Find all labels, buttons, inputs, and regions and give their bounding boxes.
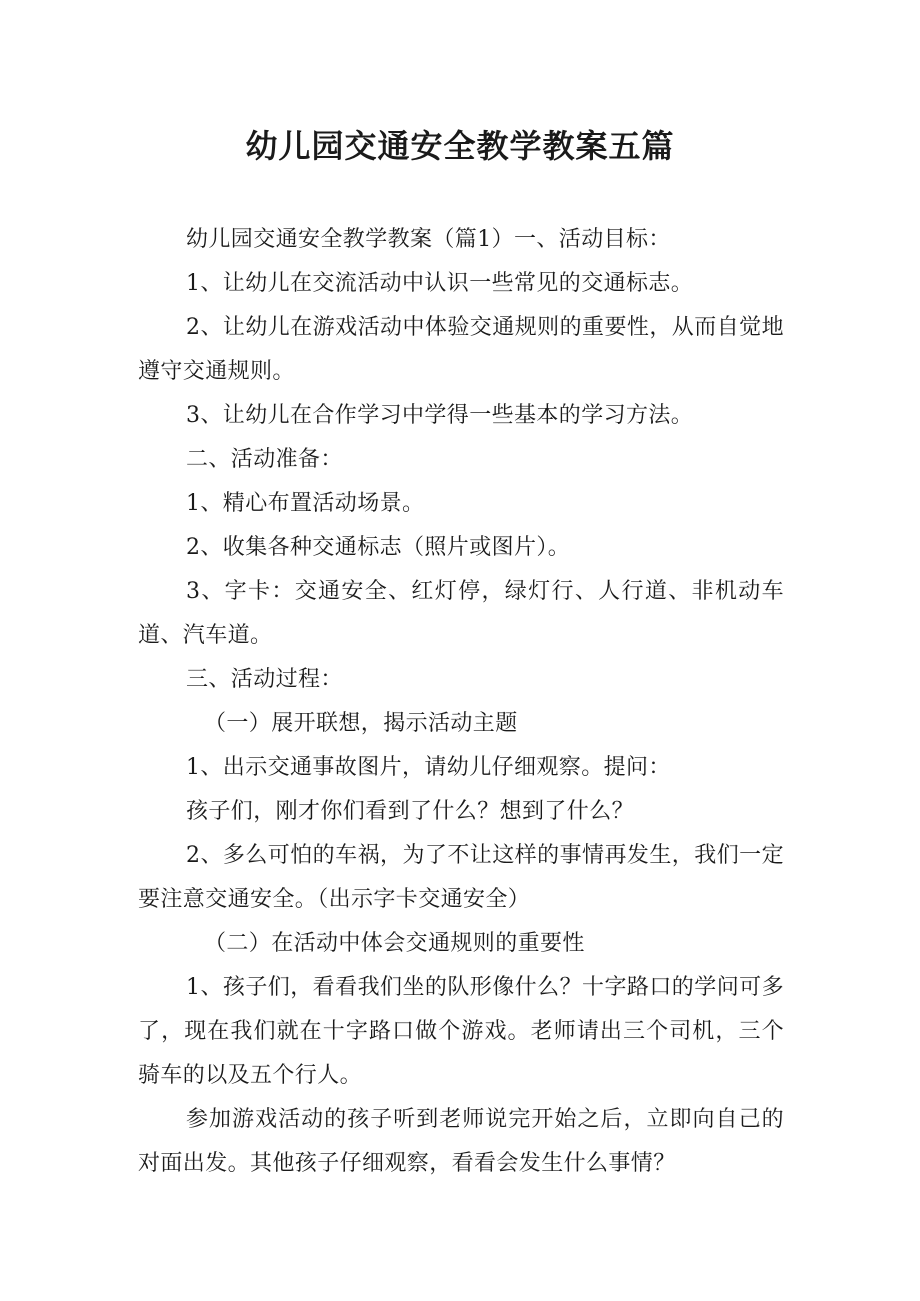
paragraph-preparation-1: 1、精心布置活动场景。: [186, 491, 425, 516]
paragraph-question: 孩子们，刚才你们看到了什么？想到了什么？: [186, 799, 635, 824]
paragraph-goal-3: 3、让幼儿在合作学习中学得一些基本的学习方法。: [186, 403, 694, 428]
paragraph-goal-1: 1、让幼儿在交流活动中认识一些常见的交通标志。: [186, 271, 694, 296]
paragraph-game-instructions: 参加游戏活动的孩子听到老师说完开始之后，立即向自己的对面出发。其他孩子仔细观察，看看会发生什么事情？: [138, 1107, 784, 1176]
paragraph-process-step-1: 1、出示交通事故图片，请幼儿仔细观察。提问：: [186, 755, 671, 780]
paragraph-process-heading: 三、活动过程：: [186, 667, 343, 692]
document-title: 幼儿园交通安全教学教案五篇: [245, 127, 675, 165]
paragraph-goal-2: 2、让幼儿在游戏活动中体验交通规则的重要性，从而自觉地遵守交通规则。: [138, 315, 784, 384]
paragraph-process-step-2: 2、多么可怕的车祸，为了不让这样的事情再发生，我们一定要注意交通安全。（出示字卡交通安全）: [138, 843, 784, 912]
paragraph-preparation-3: 3、字卡：交通安全、红灯停，绿灯行、人行道、非机动车道、汽车道。: [138, 579, 784, 648]
paragraph-preparation-heading: 二、活动准备：: [186, 447, 343, 472]
document-body: [138, 218, 784, 1186]
paragraph-preparation-2: 2、收集各种交通标志（照片或图片）。: [186, 535, 571, 560]
paragraph-section-heading: 幼儿园交通安全教学教案（篇1）一、活动目标：: [186, 227, 671, 252]
paragraph-subsection-2: （二）在活动中体会交通规则的重要性: [204, 931, 585, 956]
paragraph-subsection-1: （一）展开联想，揭示活动主题: [204, 711, 518, 736]
paragraph-game-step-1: 1、孩子们，看看我们坐的队形像什么？十字路口的学问可多了，现在我们就在十字路口做个游戏。老师请出三个司机，三个骑车的以及五个行人。: [138, 975, 784, 1088]
